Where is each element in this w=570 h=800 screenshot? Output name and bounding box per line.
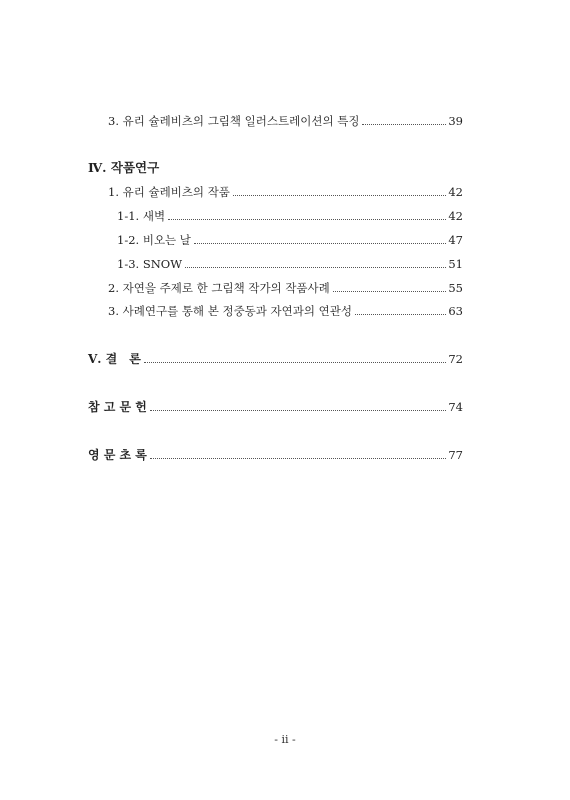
- toc-entry-4-1-1: [117, 208, 463, 224]
- dot-leader: [144, 361, 447, 363]
- dot-leader: [150, 409, 446, 411]
- toc-references: [88, 399, 463, 415]
- toc-page-number: 63: [448, 304, 463, 318]
- toc-page-number: 51: [448, 257, 463, 271]
- dot-leader: [233, 194, 446, 196]
- toc-entry-3-3: [108, 113, 463, 129]
- dot-leader: [362, 123, 446, 125]
- toc-page-number: 55: [448, 281, 463, 295]
- toc-entry-4-1: [108, 184, 463, 200]
- toc-references-label: 참 고 문 헌: [88, 400, 147, 414]
- toc-entry-4-3: [108, 303, 463, 319]
- toc-page-number: 42: [448, 209, 463, 223]
- dot-leader: [333, 290, 447, 292]
- toc-page-number: 42: [448, 185, 463, 199]
- toc-entry-label: 2. 자연을 주제로 한 그림책 작가의 작품사례: [108, 281, 330, 295]
- toc-page-number: 39: [448, 114, 463, 128]
- dot-leader: [168, 218, 446, 220]
- toc-entry-label: 3. 유리 슐레비츠의 그림책 일러스트레이션의 특징: [108, 114, 360, 128]
- toc-page-number: 77: [448, 448, 463, 462]
- page-number-footer: - ii -: [274, 733, 296, 746]
- toc-entry-4-1-2: [117, 232, 463, 248]
- toc-entry-4-2: [108, 280, 463, 296]
- dot-leader: [194, 242, 446, 244]
- toc-entry-label: 1-2. 비오는 날: [117, 233, 191, 247]
- toc-chapter-5: [88, 351, 463, 367]
- toc-abstract: [88, 447, 463, 463]
- toc-abstract-label: 영 문 초 록: [88, 448, 147, 462]
- toc-page-number: 72: [448, 352, 463, 366]
- toc-chapter-label: Ⅴ. 결 론: [88, 352, 141, 366]
- toc-entry-label: 1. 유리 슐레비츠의 작품: [108, 185, 230, 199]
- toc-page-number: 47: [448, 233, 463, 247]
- toc-entry-label: 1-3. SNOW: [117, 257, 183, 271]
- toc-entry-label: 1-1. 새벽: [117, 209, 166, 223]
- toc-entry-4-1-3: [117, 256, 463, 272]
- toc-page-number: 74: [448, 400, 463, 414]
- chapter-4-heading: Ⅳ. 작품연구: [88, 160, 160, 175]
- dot-leader: [355, 313, 446, 315]
- dot-leader: [185, 266, 446, 268]
- dot-leader: [150, 457, 446, 459]
- toc-entry-label: 3. 사례연구를 통해 본 정중동과 자연과의 연관성: [108, 304, 352, 318]
